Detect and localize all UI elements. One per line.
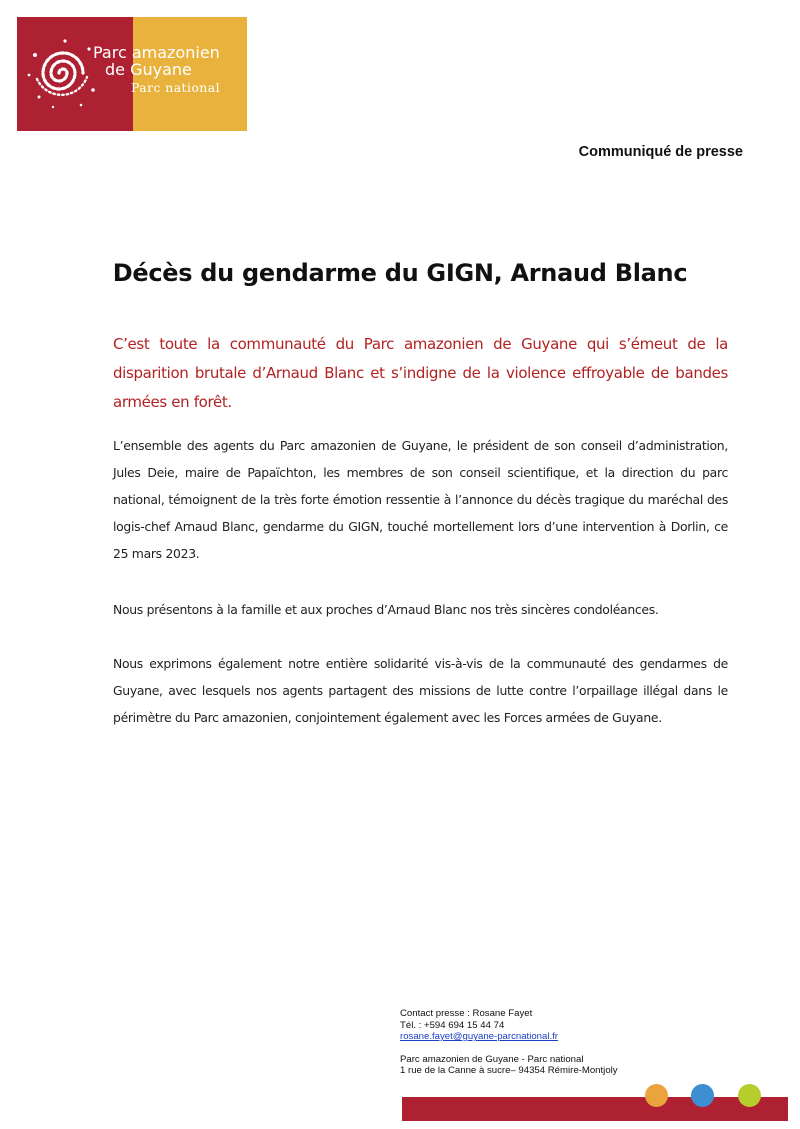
logo-text — [93, 44, 220, 96]
document-type-label: Communiqué de presse — [578, 144, 743, 160]
logo-line-1: Parc amazonien — [93, 43, 220, 62]
body-paragraph-2: Nous présentons à la famille et aux proches d’Arnaud Blanc nos très sincères condoléances. — [113, 602, 659, 617]
spiral-logo-icon — [25, 35, 101, 111]
park-logo — [17, 17, 247, 131]
green-dot-icon — [738, 1084, 761, 1107]
body-paragraph-1: L’ensemble des agents du Parc amazonien de Guyane, le président de son conseil d’administration, Jules Deie, maire de Papaïchton, les membres de son conseil scientifique, et la direction du parc national, témoignent de la très forte émotion ressentie à l’annonce du décès tragique du maréchal des logis-chef Arnaud Blanc, gendarme du GIGN, touché mortellement lors d’une intervention à Dorlin, ce 25 mars 2023. — [113, 438, 728, 561]
press-contact: Contact presse : Rosane Fayet — [400, 1008, 533, 1019]
lead-paragraph: C’est toute la communauté du Parc amazonien de Guyane qui s’émeut de la disparition brutale d’Arnaud Blanc et s’indigne de la violence effroyable de bandes armées en forêt. — [113, 335, 728, 411]
contact-block — [400, 1008, 618, 1077]
blue-dot-icon — [691, 1084, 714, 1107]
organization-name: Parc amazonien de Guyane - Parc national — [400, 1053, 584, 1065]
page-title: Décès du gendarme du GIGN, Arnaud Blanc — [112, 259, 688, 287]
phone-number: Tél. : +594 694 15 44 74 — [400, 1019, 505, 1031]
contact-spacer — [400, 1043, 618, 1054]
body-paragraph-3: Nous exprimons également notre entière solidarité vis-à-vis de la communauté des gendarmes de Guyane, avec lesquels nos agents partagent des missions de lutte contre l’orpaillage illégal dans le périmètre du Parc amazonien, conjointement également avec les Forces armées de Guyane. — [113, 656, 728, 725]
footer-bar — [402, 1097, 788, 1121]
email-link[interactable]: rosane.fayet@guyane-parcnational.fr — [400, 1031, 559, 1042]
postal-address: 1 rue de la Canne à sucre– 94354 Rémire-Montjoly — [400, 1065, 618, 1076]
orange-dot-icon — [645, 1084, 668, 1107]
logo-subtitle: Parc national — [131, 80, 221, 95]
logo-line-2: de Guyane — [105, 60, 192, 79]
